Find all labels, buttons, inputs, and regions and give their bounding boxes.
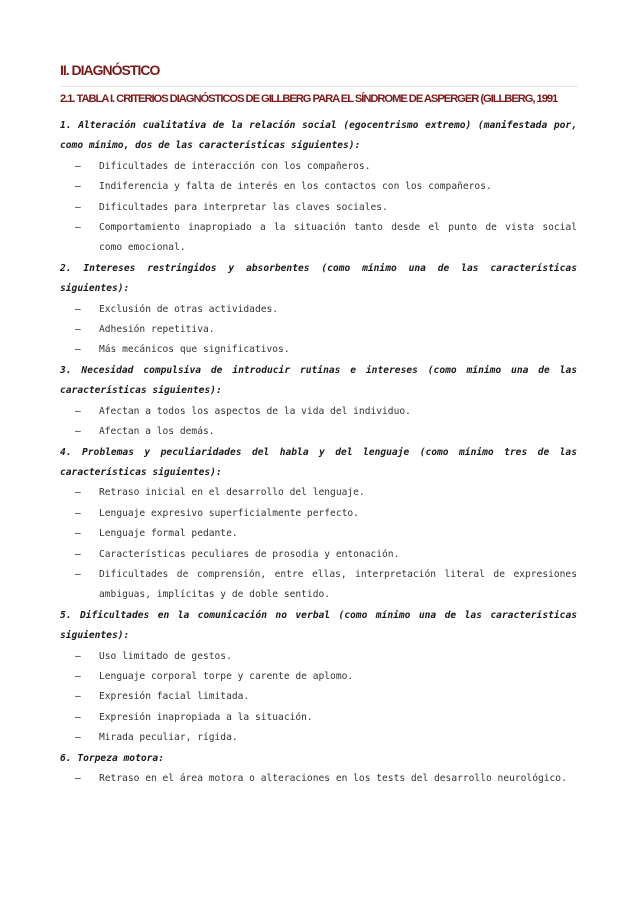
list-item-text: Adhesión repetitiva. [99,324,215,336]
list-item-text: Más mecánicos que significativos. [99,344,290,356]
criterion-title: 2. Intereses restringidos y absorbentes (como mínimo una de las características siguientes): [60,262,577,295]
bullet-dash: – [75,691,81,703]
list-item [60,402,577,422]
bullet-dash: – [75,487,81,499]
list-item-text: Lenguaje expresivo superficialmente perfecto. [99,507,359,519]
list-item-text: Expresión facial limitada. [99,691,250,703]
list-item-text: Dificultades de comprensión, entre ellas, interpretación literal de expresiones ambiguas, implícitas y de doble sentido. [99,568,577,601]
bullet-dash: – [75,303,81,315]
bullet-dash: – [75,732,81,744]
list-item-text: Uso limitado de gestos. [99,650,232,662]
criterion-title: 3. Necesidad compulsiva de introducir rutinas e intereses (como mínimo una de las características siguientes): [60,364,577,397]
criterion-items [60,300,577,361]
bullet-dash: – [75,201,81,213]
list-item [60,667,577,687]
list-item [60,647,577,667]
criterion-items [60,483,577,605]
bullet-dash: – [75,222,81,234]
criterion-items [60,647,577,749]
list-item [60,300,577,320]
bullet-dash: – [75,507,81,519]
list-item [60,565,577,606]
bullet-dash: – [75,324,81,336]
list-item-text: Afectan a los demás. [99,426,215,438]
criterion-title: 1. Alteración cualitativa de la relación social (egocentrismo extremo) (manifestada por, como mínimo, dos de las características siguientes): [60,120,577,152]
list-item [60,422,577,442]
list-item [60,504,577,524]
list-item-text: Características peculiares de prosodia y entonación. [99,548,400,560]
list-item-text: Retraso inicial en el desarrollo del lenguaje. [99,487,365,499]
list-item-text: Afectan a todos los aspectos de la vida del individuo. [99,405,411,417]
list-item [60,687,577,707]
bullet-dash: – [75,773,81,784]
list-item [60,483,577,503]
list-item-text: Expresión inapropiada a la situación. [99,711,313,723]
list-item-text: Comportamiento inapropiado a la situación tanto desde el punto de vista social como emocional. [99,222,577,254]
list-item-text: Mirada peculiar, rígida. [99,732,238,744]
list-item-text: Lenguaje formal pedante. [99,528,238,540]
list-item [60,218,577,259]
bullet-dash: – [75,670,81,682]
bullet-dash: – [75,160,81,172]
list-item [60,708,577,728]
list-item [60,545,577,565]
list-item [60,320,577,340]
list-item [60,157,577,177]
list-item-text: Indiferencia y falta de interés en los contactos con los compañeros. [99,181,492,193]
list-item [60,340,577,360]
bullet-dash: – [75,548,81,560]
bullet-dash: – [75,650,81,662]
list-item [60,177,577,197]
bullet-dash: – [75,711,81,723]
list-item-text: Retraso en el área motora o alteraciones en los tests del desarrollo neurológico. [99,773,567,784]
bullet-dash: – [75,426,81,438]
criterion-title: 6. Torpeza motora: [60,752,164,764]
list-item-text: Dificultades de interacción con los compañeros. [99,160,371,172]
list-item [60,198,577,218]
bullet-dash: – [75,405,81,417]
list-item-text: Dificultades para interpretar las claves sociales. [99,201,388,213]
list-item [60,524,577,544]
criterion-items [60,157,577,259]
list-item-text: Lenguaje corporal torpe y carente de aplomo. [99,670,354,682]
criterion-title: 4. Problemas y peculiaridades del habla y del lenguaje (como mínimo tres de las características siguientes): [60,446,577,478]
criterion-title: 5. Dificultades en la comunicación no verbal (como mínimo una de las características siguientes): [60,609,577,642]
criterion-items [60,402,577,443]
criterion-items [60,769,577,789]
bullet-dash: – [75,568,81,580]
section-heading: II. DIAGNÓSTICO [60,62,578,87]
criteria-list [60,116,577,789]
bullet-dash: – [75,344,81,356]
list-item-text: Exclusión de otras actividades. [99,303,279,315]
list-item [60,728,577,748]
table-subheading: 2.1. TABLA I. CRITERIOS DIAGNÓSTICOS DE GILLBERG PARA EL SÍNDROME DE ASPERGER (GILLBERG, 1991 [60,93,558,105]
bullet-dash: – [75,528,81,540]
list-item [60,769,577,789]
bullet-dash: – [75,181,81,193]
